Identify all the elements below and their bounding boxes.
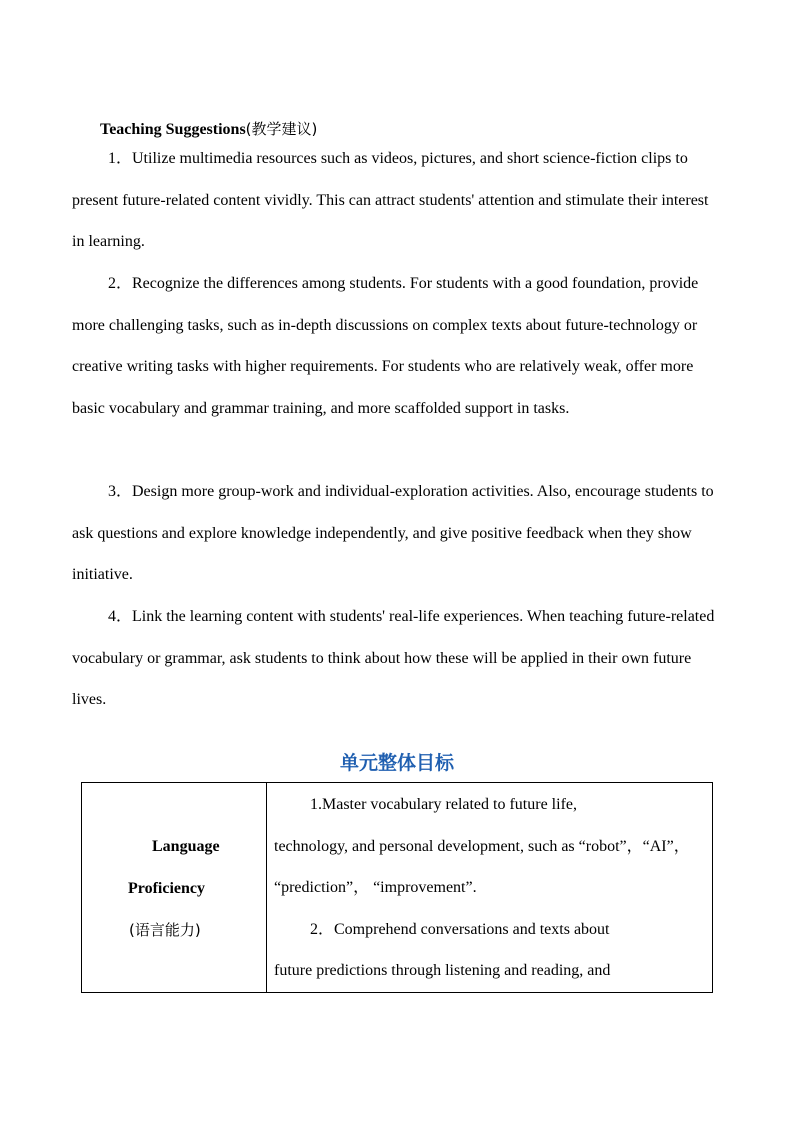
goal-item-2-line-1: 2．Comprehend conversations and texts about [310, 920, 610, 938]
goals-table [81, 782, 713, 993]
suggestion-paragraph-3: 3．Design more group-work and individual-exploration activities. Also, encourage students to ask questions and explore knowledge independently, and give positive feedback when they show initiative. [72, 483, 714, 584]
goal-item-2-continuation: future predictions through listening and reading, and [274, 962, 611, 980]
section-heading-en: Teaching Suggestions [100, 121, 246, 138]
row-content-cell [267, 783, 713, 993]
goal-item-1-continuation: technology, and personal development, such as “robot”，“AI”， “prediction”， “improvement”. [274, 837, 690, 897]
goal-item-1-line-1: 1.Master vocabulary related to future life, [310, 796, 577, 813]
row-label-line-3: (语言能力) [129, 921, 201, 939]
row-label-line-2: Proficiency [128, 880, 206, 897]
section-heading-zh: (教学建议) [245, 120, 318, 138]
suggestion-paragraph-4: 4．Link the learning content with students' real-life experiences. When teaching future-related vocabulary or grammar, ask students to think about how these will be applied in their own future lives. [72, 608, 715, 709]
table-row [82, 783, 713, 993]
row-label-cell [82, 783, 267, 993]
row-label-line-1: Language [152, 838, 220, 855]
goals-table-title: 单元整体目标 [339, 752, 454, 774]
suggestion-paragraph-2: 2．Recognize the differences among students. For students with a good foundation, provide more challenging tasks, such as in-depth discussions on complex texts about future-technology or creative writing tasks with higher requirements. For students who are relatively weak, offer more basic vocabulary and grammar training, and more scaffolded support in tasks. [72, 275, 699, 417]
suggestion-paragraph-1: 1．Utilize multimedia resources such as videos, pictures, and short science-fiction clips to present future-related content vividly. This can attract students' attention and stimulate their interest in learning. [72, 150, 709, 251]
